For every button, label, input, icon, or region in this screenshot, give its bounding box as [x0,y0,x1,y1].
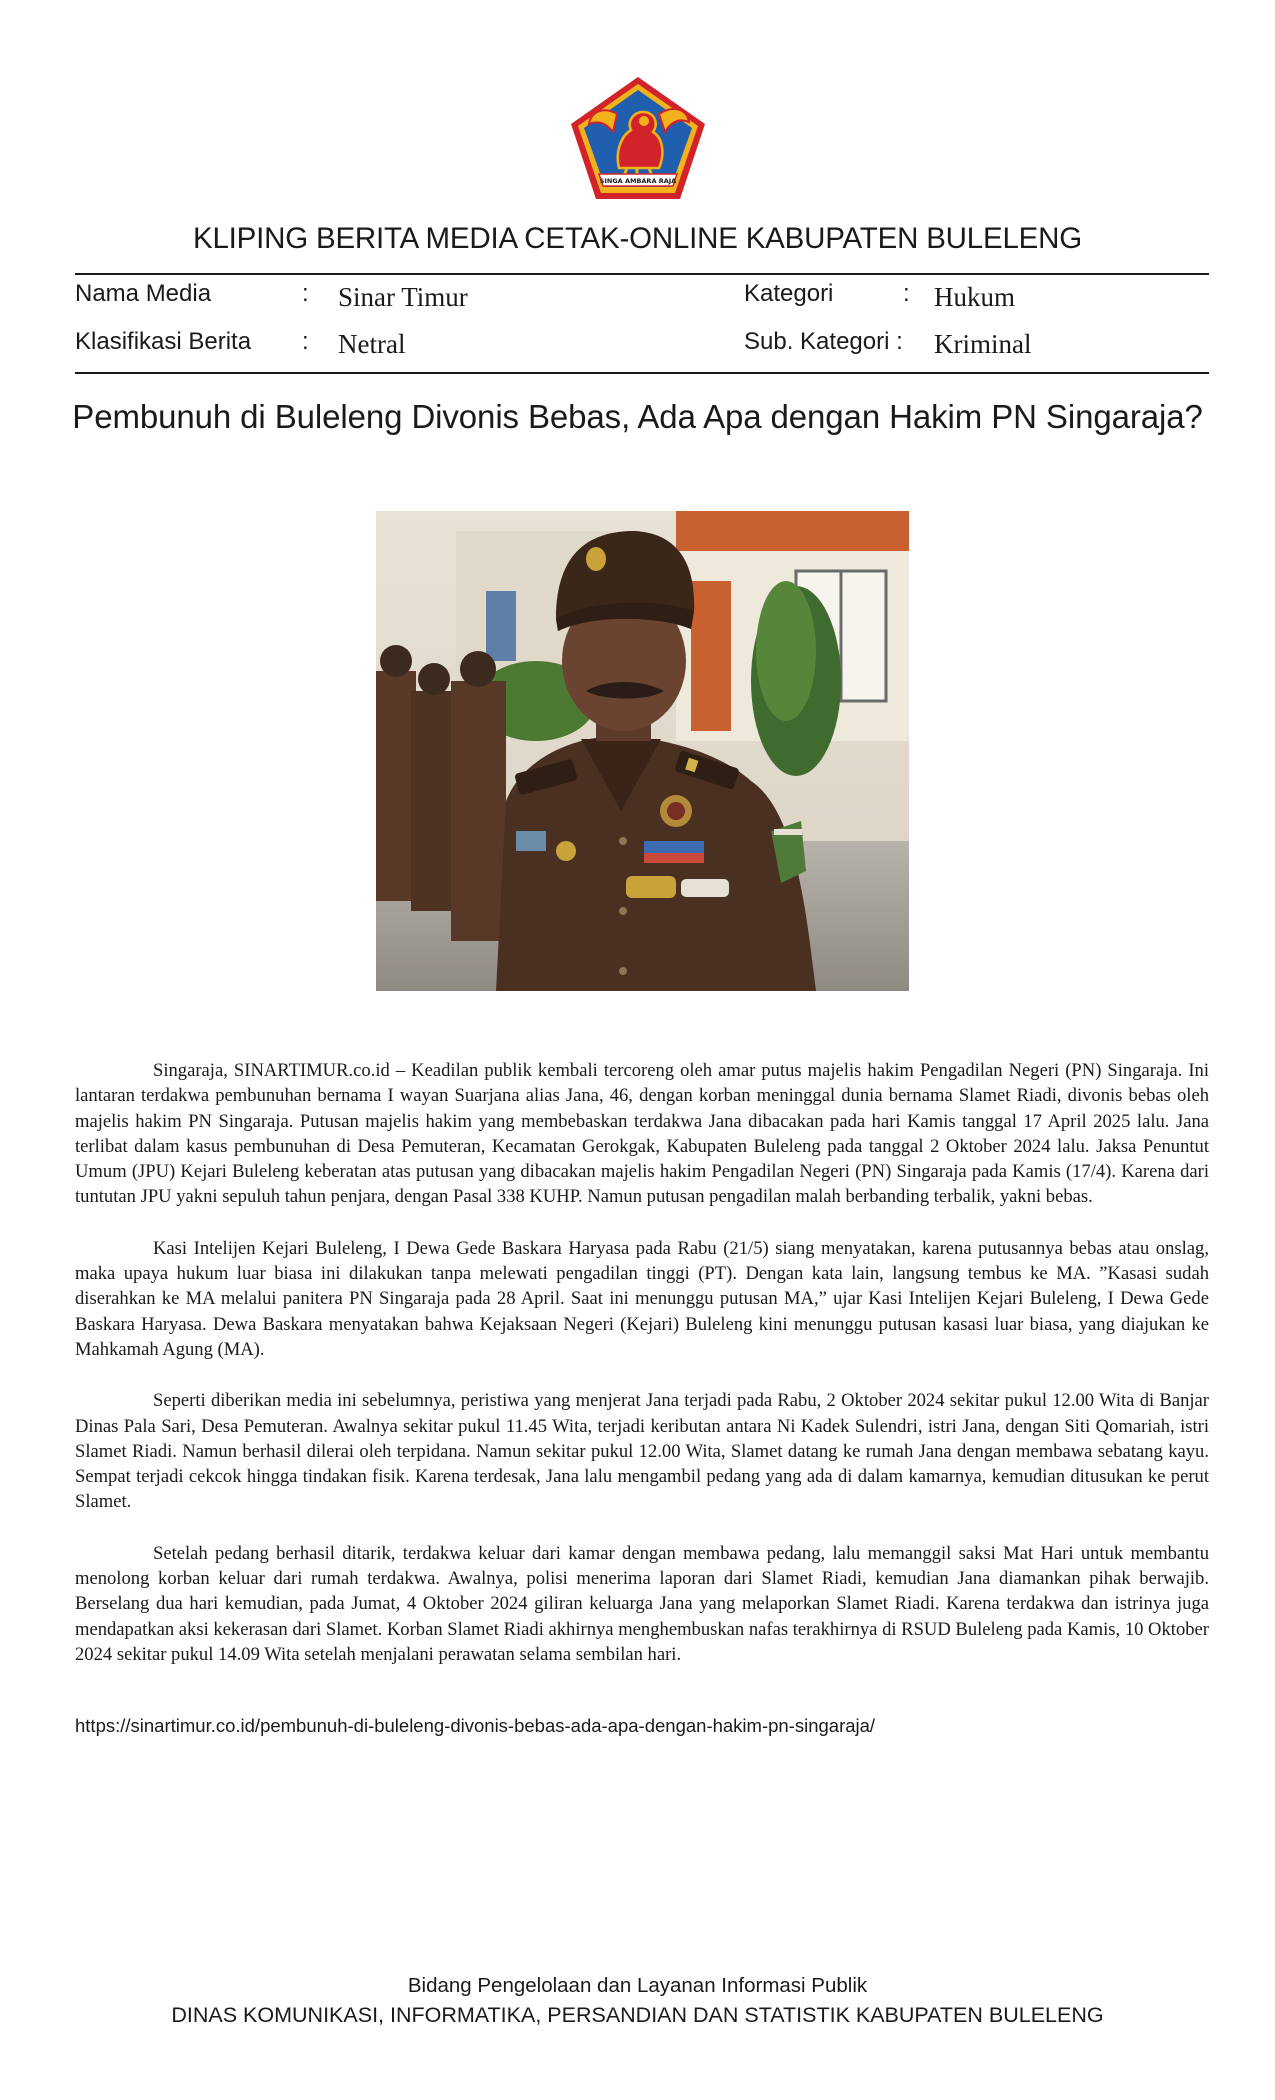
media-name-label: Nama Media [75,280,212,307]
page-title: KLIPING BERITA MEDIA CETAK-ONLINE KABUPATEN BULELENG [192,222,1083,255]
category-label: Kategori [744,280,834,307]
subcategory-label: Sub. Kategori : [744,328,903,355]
classification-value: Netral [338,329,406,359]
article-paragraph: Setelah pedang berhasil ditarik, terdakwa keluar dari kamar dengan membawa pedang, lalu memanggil saksi Mat Hari untuk membantu menolong korban keluar dari rumah terdakwa. Awalnya, polisi menerima laporan dari Slamet Riadi, kemudian Jana diamankan pihak berwajib. Berselang dua hari kemudian, pada Jumat, 4 Oktober 2024 giliran keluarga Jana yang melaporkan Slamet Riadi. Karena terdakwa dan istrinya juga mendapatkan aksi kekerasan dari Slamet. Korban Slamet Riadi akhirnya menghembuskan nafas terakhirnya di RSUD Buleleng pada Kamis, 10 Oktober 2024 sekitar pukul 14.09 Wita setelah menjalani perawatan selama sembilan hari. [75,1542,1209,1665]
classification-colon: : [302,328,309,355]
article-paragraph: Seperti diberikan media ini sebelumnya, peristiwa yang menjerat Jana terjadi pada Rabu, 2 Oktober 2024 sekitar pukul 12.00 Wita di Banjar Dinas Pala Sari, Desa Pemuteran. Awalnya sekitar pukul 11.45 Wita, terjadi keributan antara Ni Kadek Sulendri, istri Jana, dengan Siti Qomariah, istri Slamet Riadi. Namun berhasil dilerai oleh terpidana. Namun sekitar pukul 12.00 Wita, Slamet datang ke rumah Jana dengan membawa sebatang kayu. Sempat terjadi cekcok hingga tindakan fisik. Karena terdesak, Jana lalu mengambil pedang yang ada di dalam kamarnya, kemudian ditusukan ke perut Slamet. [75,1390,1209,1513]
category-value: Hukum [934,282,1015,312]
divider-top [75,273,1209,275]
footer-agency: DINAS KOMUNIKASI, INFORMATIKA, PERSANDIAN DAN STATISTIK KABUPATEN BULELENG [171,2003,1104,2027]
category-colon: : [903,280,910,307]
classification-label: Klasifikasi Berita [75,328,252,355]
media-name-colon: : [302,280,309,307]
subcategory-value: Kriminal [934,329,1032,359]
article-photo [376,511,909,991]
logo-motto: SINGA AMBARA RAJA [599,177,677,185]
article-paragraph: Kasi Intelijen Kejari Buleleng, I Dewa Gede Baskara Haryasa pada Rabu (21/5) siang menyatakan, karena putusannya bebas atau onslag, maka upaya hukum luar biasa ini dilakukan tanpa melewati pengadilan tinggi (PT). Dengan kata lain, langsung tembus ke MA. ”Kasasi sudah diserahkan ke MA melalui panitera PN Singaraja pada 28 April. Saat ini menunggu putusan MA,” ujar Kasi Intelijen Kejari Buleleng, I Dewa Gede Baskara Haryasa. Dewa Baskara menyatakan bahwa Kejaksaan Negeri (Kejari) Buleleng kini menunggu putusan kasasi luar biasa, yang diajukan ke Mahkamah Agung (MA). [75,1237,1209,1360]
article-body [75,1058,1209,1693]
article-paragraph: Singaraja, SINARTIMUR.co.id – Keadilan publik kembali tercoreng oleh amar putus majelis hakim Pengadilan Negeri (PN) Singaraja. Ini lantaran terdakwa pembunuhan bernama I wayan Suarjana alias Jana, 46, dengan korban meninggal dunia bernama Slamet Riadi, divonis bebas oleh majelis hakim PN Singaraja. Putusan majelis hakim yang membebaskan terdakwa Jana dibacakan pada hari Kamis tanggal 17 April 2025 lalu. Jana terlibat dalam kasus pembunuhan di Desa Pemuteran, Kecamatan Gerokgak, Kabupaten Buleleng pada tanggal 2 Oktober 2024 lalu. Jaksa Penuntut Umum (JPU) Kejari Buleleng keberatan atas putusan yang dibacakan majelis hakim Pengadilan Negeri (PN) Singaraja pada Kamis (17/4). Karena dari tuntutan JPU yakni sepuluh tahun penjara, dengan Pasal 338 KUHP. Namun putusan pengadilan malah berbanding terbalik, yakni bebas. [75,1060,1209,1208]
media-name-value: Sinar Timur [338,282,468,312]
article-headline: Pembunuh di Buleleng Divonis Bebas, Ada Apa dengan Hakim PN Singaraja? [72,398,1203,435]
divider-bottom [75,372,1209,374]
footer-department: Bidang Pengelolaan dan Layanan Informasi Publik [407,1974,868,1997]
buleleng-regency-crest-icon [567,74,709,202]
source-link[interactable]: https://sinartimur.co.id/pembunuh-di-buleleng-divonis-bebas-ada-apa-dengan-hakim-pn-singaraja/ [75,1715,876,1736]
